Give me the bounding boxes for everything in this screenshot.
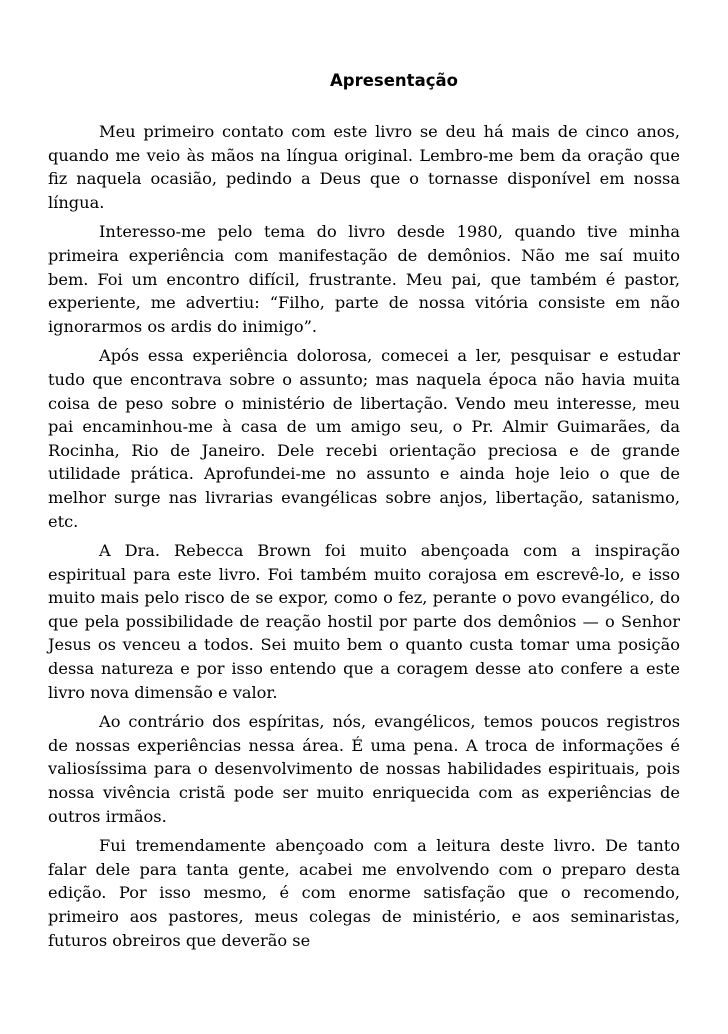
paragraph-3: Após essa experiência dolorosa, comecei a ler, pesquisar e estudar tudo que encontrava sobre o assunto; mas naquela época não havia muita coisa de peso sobre o ministério de libertação. Vendo meu interesse, meu pai encaminhou-me à casa de um amigo seu, o Pr. Almir Guimarães, da Rocinha, Rio de Janeiro. Dele recebi orientação preciosa e de grande utilidade prática. Aprofundei-me no assunto e ainda hoje leio o que de melhor surge nas livrarias evangélicas sobre anjos, libertação, satanismo, etc. [48, 346, 680, 531]
paragraph-4: A Dra. Rebecca Brown foi muito abençoada com a inspiração espiritual para este livro. Foi também muito corajosa em escrevê-lo, e isso muito mais pelo risco de se expor, como o fez, perante o povo evangélico, do que pela possibilidade de reação hostil por parte dos demônios — o Senhor Jesus os venceu a todos. Sei muito bem o quanto custa tomar uma posição dessa natureza e por isso entendo que a coragem desse ato confere a este livro nova dimensão e valor. [48, 541, 680, 702]
paragraph-2: Interesso-me pelo tema do livro desde 1980, quando tive minha primeira experiência com manifestação de demônios. Não me saí muito bem. Foi um encontro difícil, frustrante. Meu pai, que também é pastor, experiente, me advertiu: “Filho, parte de nossa vitória consiste em não ignorarmos os ardis do inimigo”. [48, 222, 680, 336]
paragraph-6: Fui tremendamente abençoado com a leitura deste livro. De tanto falar dele para tanta gente, acabei me envolvendo com o preparo desta edição. Por isso mesmo, é com enorme satisfação que o recomendo, primeiro aos pastores, meus colegas de ministério, e aos seminaristas, futuros obreiros que deverão se [48, 836, 680, 950]
paragraph-1: Meu primeiro contato com este livro se deu há mais de cinco anos, quando me veio às mãos na língua original. Lembro-me bem da oração que fiz naquela ocasião, pedindo a Deus que o tornasse disponível em nossa língua. [48, 122, 680, 212]
page-title: Apresentação [330, 71, 458, 90]
document-page [48, 70, 680, 958]
paragraph-5: Ao contrário dos espíritas, nós, evangélicos, temos poucos registros de nossas experiências nessa área. É uma pena. A troca de informações é valiosíssima para o desenvolvimento de nossas habilidades espirituais, pois nossa vivência cristã pode ser muito enriquecida com as experiências de outros irmãos. [48, 712, 680, 826]
